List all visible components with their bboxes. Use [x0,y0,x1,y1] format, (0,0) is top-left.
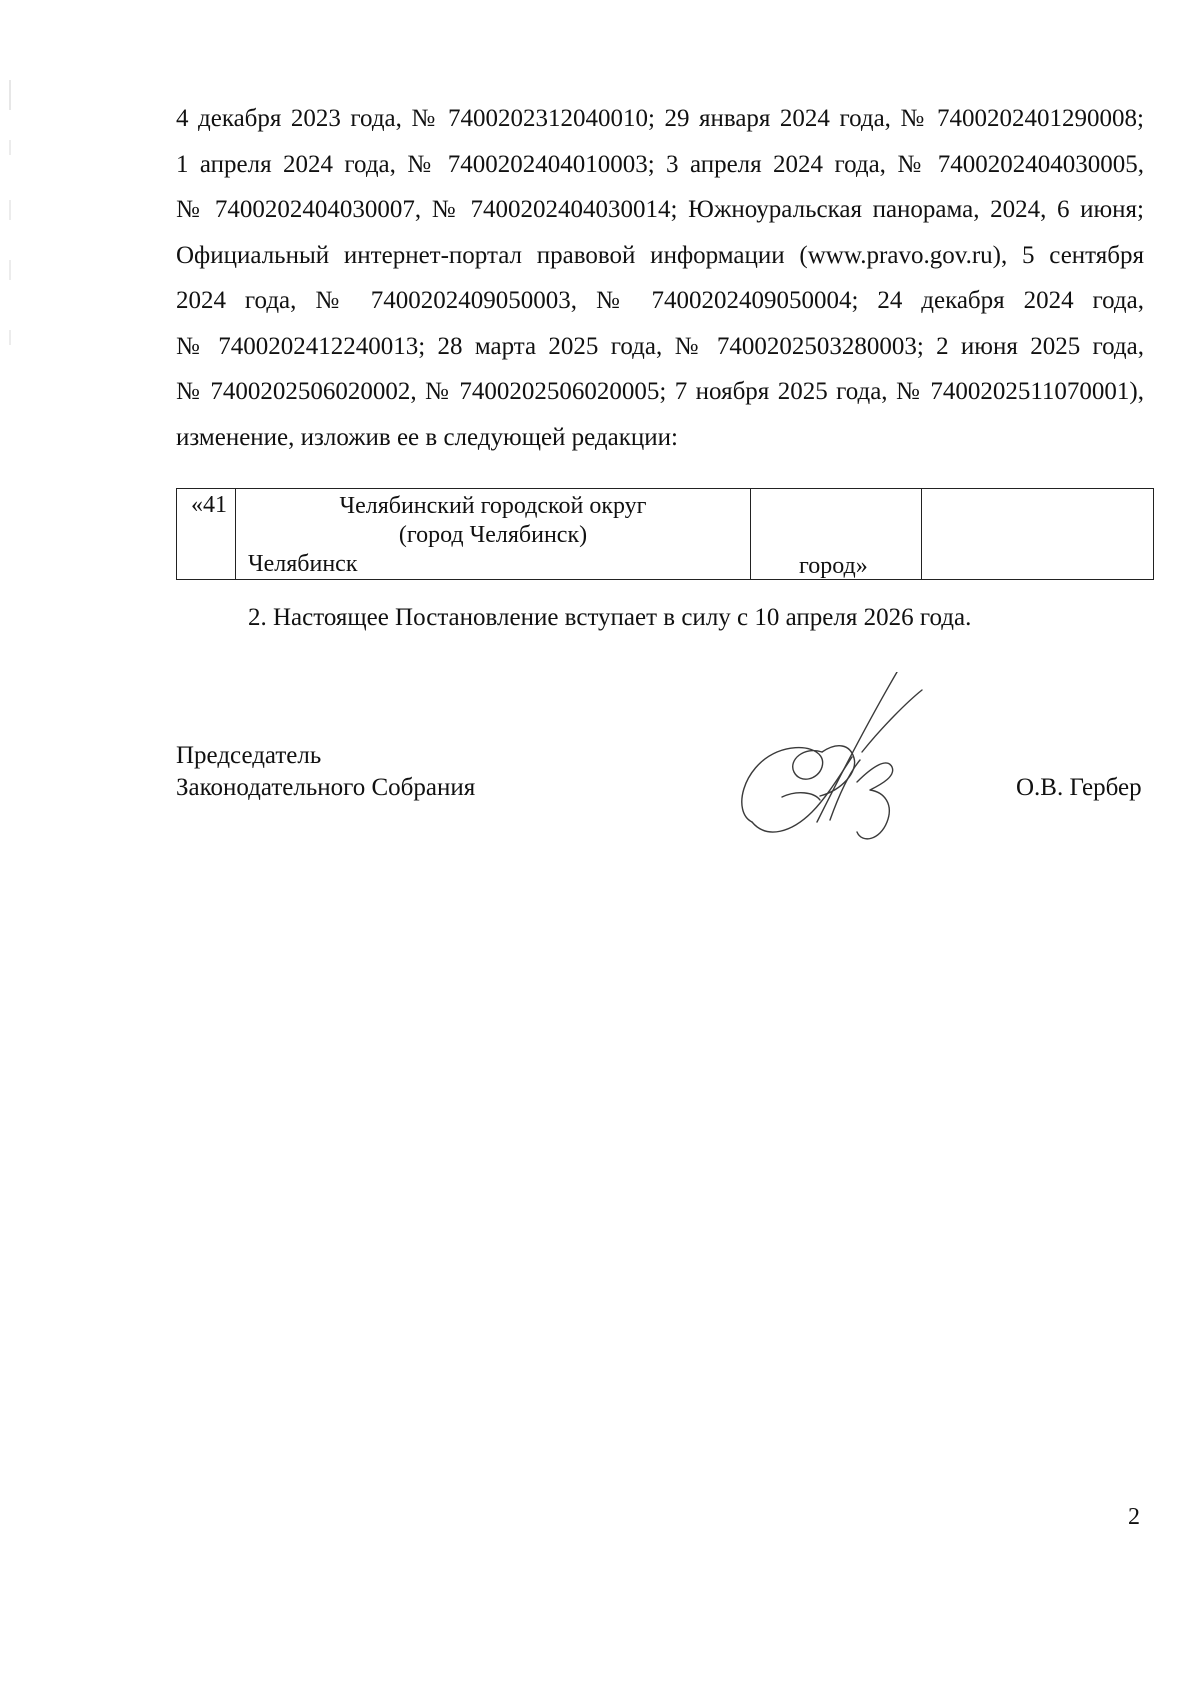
signature-icon [722,672,992,872]
table-row [177,489,1154,580]
body-line: № 7400202506020002, № 7400202506020005; 7 ноября 2025 года, № 7400202511070001), [176,378,1144,405]
entry-number: «41 [191,492,227,518]
body-line: № 7400202412240013; 28 марта 2025 года, № 7400202503280003; 2 июня 2025 года, [176,332,1144,360]
table-cell-type [751,489,922,580]
scan-margin-marks [8,80,12,360]
effective-date-paragraph: 2. Настоящее Постановление вступает в силу с 10 апреля 2026 года. [248,604,972,631]
signatory-title-line: Законодательного Собрания [176,774,476,801]
settlement-type: город» [799,553,868,579]
body-line: 1 апреля 2024 года, № 7400202404010003; 3 апреля 2024 года, № 7400202404030005, [176,150,1144,178]
amendment-text [176,96,1144,460]
signatory-name: О.В. Гербер [1016,774,1142,801]
body-line: Официальный интернет-портал правовой информации (www.pravo.gov.ru), 5 сентября [176,241,1144,269]
body-line: изменение, изложив ее в следующей редакции: [176,423,678,451]
body-line: 4 декабря 2023 года, № 7400202312040010; 29 января 2024 года, № 7400202401290008; [176,105,1144,132]
table-cell-name [236,489,751,580]
settlement-name: Челябинск [248,551,358,577]
table-cell-extra [922,489,1154,580]
municipality-name: Челябинский городской округ [339,493,647,519]
body-line: № 7400202404030007, № 7400202404030014; Южноуральская панорама, 2024, 6 июня; [176,196,1144,223]
municipality-subname: (город Челябинск) [398,522,588,548]
signatory-title [176,740,475,804]
body-line: 2024 года, № 7400202409050003, № 7400202409050004; 24 декабря 2024 года, [176,287,1144,314]
table-cell-number [177,489,236,580]
signatory-title-line: Председатель [176,742,322,769]
amendment-table [176,488,1154,580]
page-number: 2 [1128,1504,1140,1530]
